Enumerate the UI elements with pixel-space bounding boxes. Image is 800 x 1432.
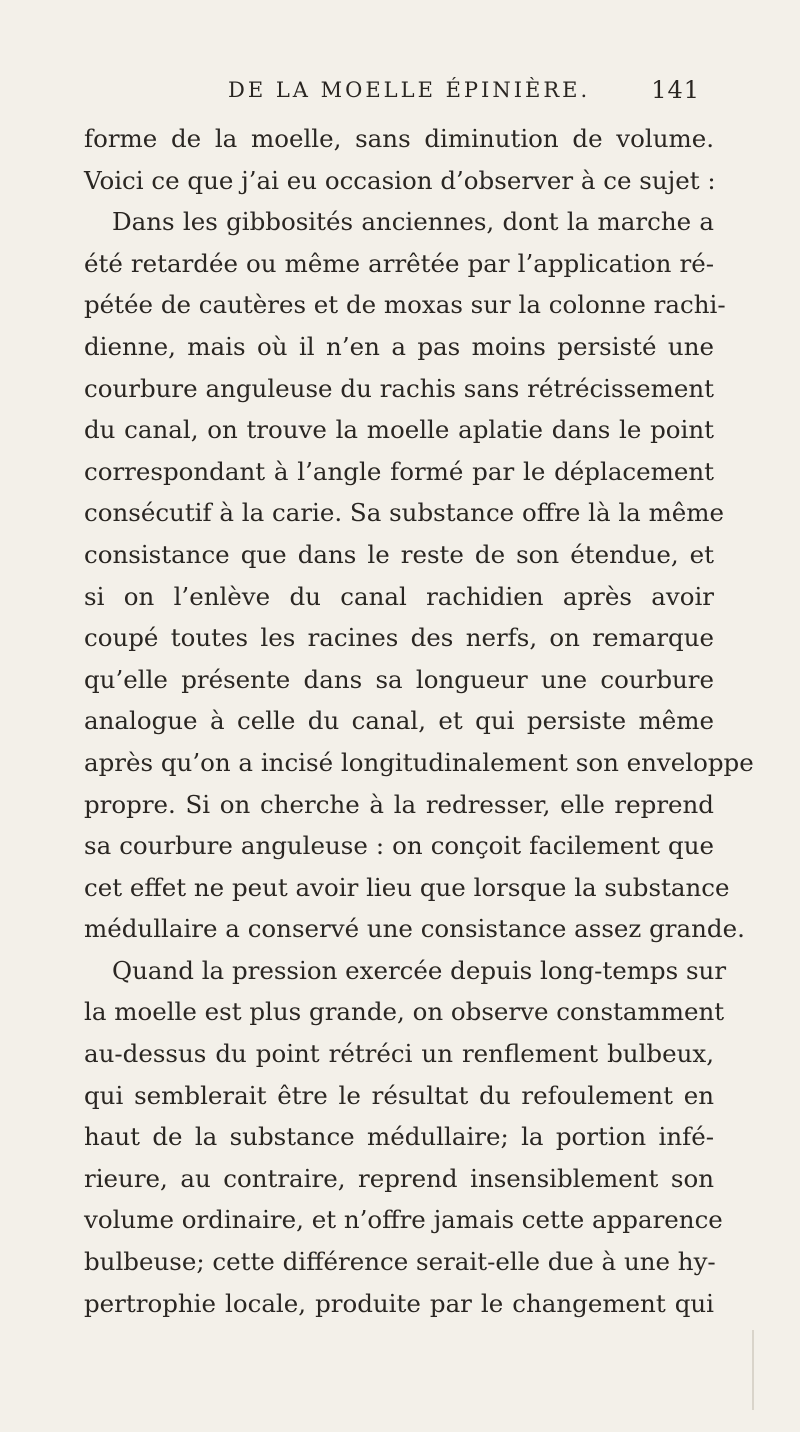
- body-text: [84, 118, 754, 1324]
- text-line: haut de la substance médullaire; la portion infé-: [84, 1122, 714, 1152]
- paper-mark: [752, 1330, 754, 1410]
- text-line: sa courbure anguleuse : on conçoit facilement que: [84, 831, 714, 861]
- text-line: volume ordinaire, et n’offre jamais cette apparence: [84, 1205, 723, 1235]
- running-title: DE LA MOELLE ÉPINIÈRE.: [228, 78, 591, 102]
- page-number: 141: [651, 76, 700, 104]
- text-line: propre. Si on cherche à la redresser, elle reprend: [84, 789, 714, 819]
- text-line: consécutif à la carie. Sa substance offre là la même: [84, 498, 725, 528]
- text-line: cet effet ne peut avoir lieu que lorsque la substance: [84, 872, 730, 902]
- text-line: courbure anguleuse du rachis sans rétrécissement: [84, 373, 714, 403]
- text-line: coupé toutes les racines des nerfs, on remarque: [84, 623, 714, 653]
- text-line: Voici ce que j’ai eu occasion d’observer à ce sujet :: [84, 165, 716, 195]
- text-line: consistance que dans le reste de son étendue, et: [84, 539, 714, 569]
- text-line: qu’elle présente dans sa longueur une courbure: [84, 664, 714, 694]
- text-line: bulbeuse; cette différence serait-elle due à une hy-: [84, 1247, 716, 1277]
- text-line: au-dessus du point rétréci un renflement bulbeux,: [84, 1039, 714, 1069]
- text-line: pétée de cautères et de moxas sur la colonne rachi-: [84, 290, 726, 320]
- text-line: pertrophie locale, produite par le changement qui: [84, 1288, 714, 1318]
- text-line: du canal, on trouve la moelle aplatie dans le point: [84, 415, 714, 445]
- text-line: rieure, au contraire, reprend insensiblement son: [84, 1163, 714, 1193]
- text-line: forme de la moelle, sans diminution de volume.: [84, 124, 714, 153]
- text-line: correspondant à l’angle formé par le déplacement: [84, 456, 714, 486]
- page-header: [0, 78, 800, 114]
- text-line: Quand la pression exercée depuis long-temps sur: [112, 955, 727, 985]
- text-line: dienne, mais où il n’en a pas moins persisté une: [84, 331, 714, 361]
- text-line: qui semblerait être le résultat du refoulement en: [84, 1080, 714, 1110]
- text-line: analogue à celle du canal, et qui persiste même: [84, 706, 714, 736]
- text-line: si on l’enlève du canal rachidien après avoir: [84, 581, 714, 611]
- text-line: médullaire a conservé une consistance assez grande.: [84, 914, 745, 944]
- text-line: la moelle est plus grande, on observe constamment: [84, 997, 725, 1027]
- text-line: été retardée ou même arrêtée par l’application ré-: [84, 248, 714, 278]
- text-line: Dans les gibbosités anciennes, dont la marche a: [112, 207, 714, 237]
- text-line: après qu’on a incisé longitudinalement son enveloppe: [84, 747, 754, 777]
